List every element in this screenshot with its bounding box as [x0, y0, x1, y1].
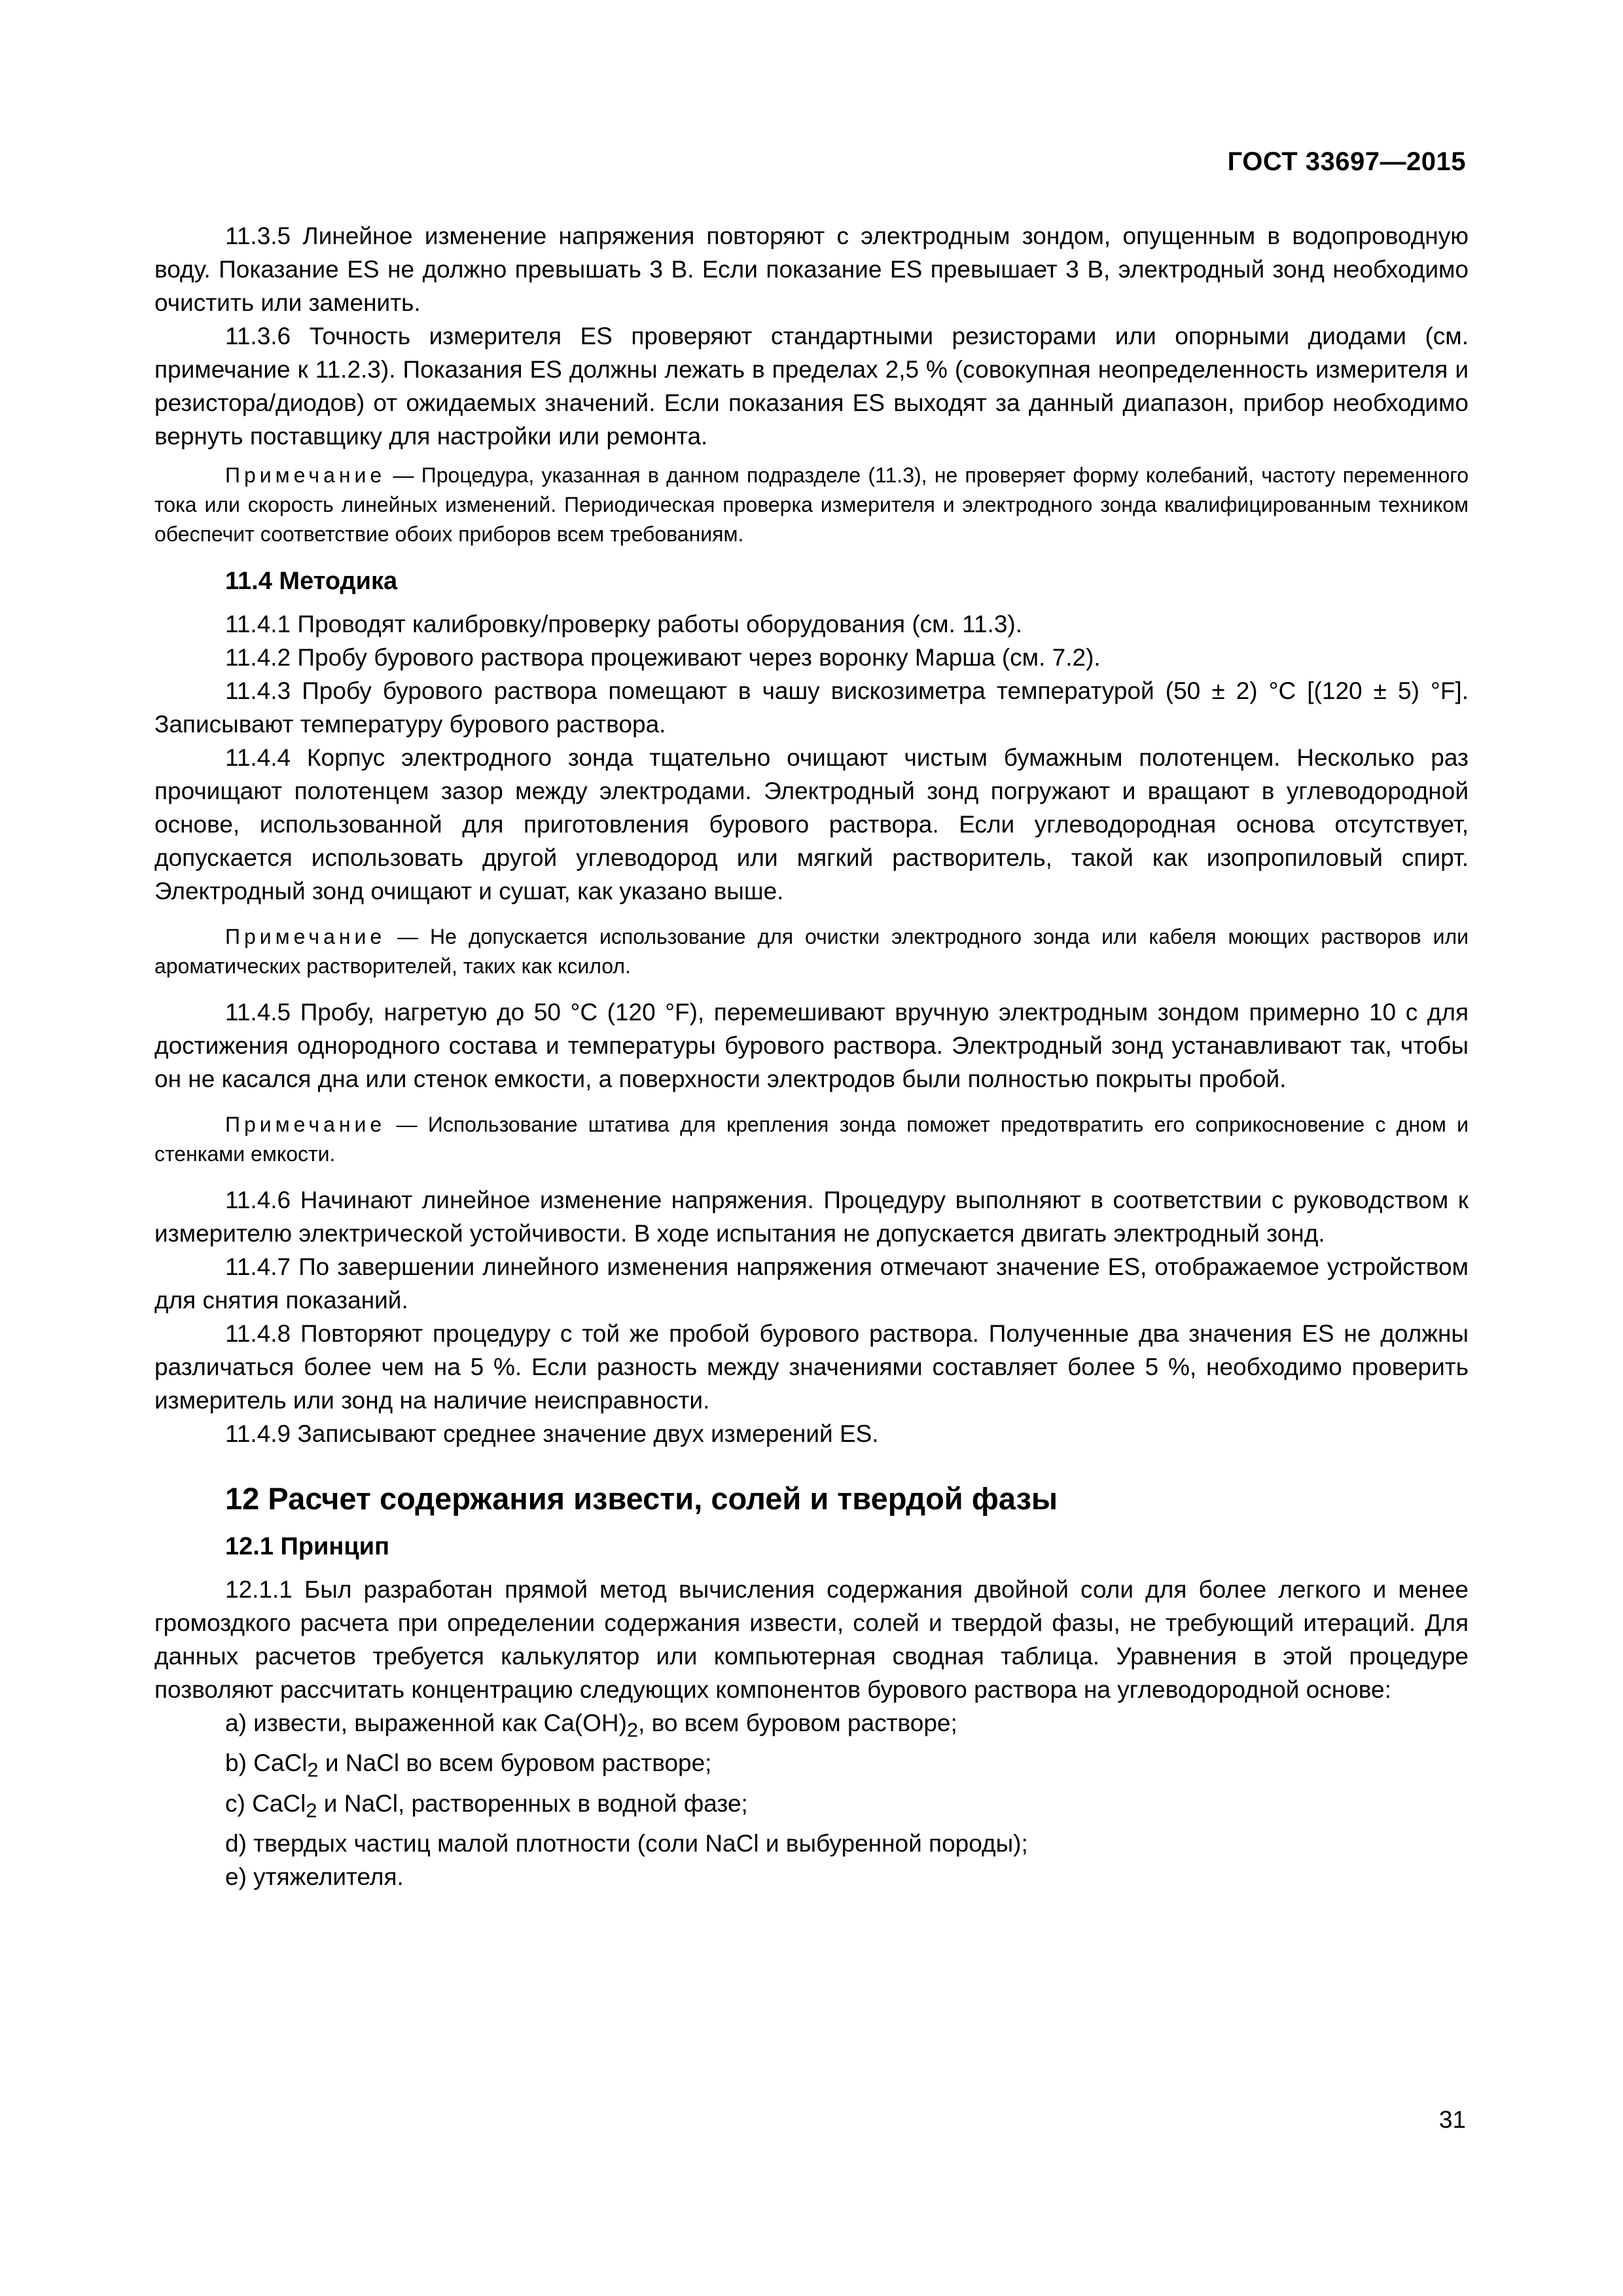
paragraph-11-4-5: 11.4.5 Пробу, нагретую до 50 °С (120 °F), перемешивают вручную электродным зондом примерно 10 с для достижения однородного состава и температуры бурового раствора. Электродный зонд устанавливают так, чтобы он не касался дна или стенок емкости, а поверхности электродов были полностью покрыты пробой.	[154, 999, 1469, 1092]
paragraph-11-4-1: 11.4.1 Проводят калибровку/проверку работы оборудования (см. 11.3).	[225, 611, 1023, 637]
note-label: Примечание	[225, 1113, 386, 1136]
list-item-a	[154, 1706, 1469, 1746]
heading-12: 12 Расчет содержания извести, солей и твердой фазы	[225, 1481, 1058, 1516]
paragraph-11-4-7: 11.4.7 По завершении линейного изменения напряжения отмечают значение ES, отображаемое устройством для снятия показаний.	[154, 1253, 1469, 1314]
page-content	[154, 219, 1469, 1893]
list-item-e: e) утяжелителя.	[225, 1863, 404, 1891]
subscript: 2	[306, 1799, 317, 1822]
document-header: ГОСТ 33697—2015	[1227, 147, 1466, 176]
list-item-a-rest: , во всем буровом растворе;	[638, 1710, 957, 1736]
paragraph-11-4-3: 11.4.3 Пробу бурового раствора помещают в чашу вискозиметра температурой (50 ± 2) °С [(120 ± 5) °F]. Записывают температуру бурового раствора.	[154, 677, 1469, 738]
note-2	[154, 922, 1469, 981]
note-text: — Процедура, указанная в данном подразделе (11.3), не проверяет форму колебаний, частоту переменного тока или скорость линейных изменений. Периодическая проверка измерителя и электродного зонда квалифицированным техником обеспечит соответствие обоих приборов всем требованиям.	[154, 463, 1469, 546]
paragraph-11-3-5: 11.3.5 Линейное изменение напряжения повторяют с электродным зондом, опущенным в водопроводную воду. Показание ES не должно превышать 3 В. Если показание ES превышает 3 В, электродный зонд необходимо очистить или заменить.	[154, 223, 1469, 316]
note-1	[154, 461, 1469, 549]
paragraph-11-4-2: 11.4.2 Пробу бурового раствора процеживают через воронку Марша (см. 7.2).	[225, 644, 1101, 671]
paragraph-11-4-4: 11.4.4 Корпус электродного зонда тщательно очищают чистым бумажным полотенцем. Несколько раз прочищают полотенцем зазор между электродами. Электродный зонд погружают и вращают в углеводородной основе, использованной для приготовления бурового раствора. Если углеводородная основа отсутствует, допускается использовать другой углеводород или мягкий растворитель, такой как изопропиловый спирт. Электродный зонд очищают и сушат, как указано выше.	[154, 744, 1469, 905]
page-number: 31	[1438, 2106, 1466, 2133]
list-item-b	[154, 1746, 1469, 1786]
paragraph-12-1-1: 12.1.1 Был разработан прямой метод вычисления содержания двойной соли для более легкого и менее громоздкого расчета при определении содержания извести, солей и твердой фазы, не требующий итераций. Для данных расчетов требуется калькулятор или компьютерная сводная таблица. Уравнения в этой процедуре позволяют рассчитать концентрацию следующих компонентов бурового раствора на углеводородной основе:	[154, 1576, 1469, 1703]
paragraph-11-3-6: 11.3.6 Точность измерителя ES проверяют стандартными резисторами или опорными диодами (см. примечание к 11.2.3). Показания ES должны лежать в пределах 2,5 % (совокупная неопределенность измерителя и резистора/диодов) от ожидаемых значений. Если показания ES выходят за данный диапазон, прибор необходимо вернуть поставщику для настройки или ремонта.	[154, 323, 1469, 450]
note-text: — Использование штатива для крепления зонда поможет предотвратить его соприкосновение с дном и стенками емкости.	[154, 1113, 1469, 1166]
paragraph-11-4-9: 11.4.9 Записывают среднее значение двух измерений ES.	[225, 1420, 879, 1447]
heading-12-1: 12.1 Принцип	[225, 1533, 390, 1560]
note-label: Примечание	[225, 463, 386, 487]
list-item-c-rest: и NaCl, растворенных в водной фазе;	[317, 1789, 748, 1817]
subscript: 2	[626, 1718, 639, 1742]
subscript: 2	[307, 1758, 319, 1782]
paragraph-11-4-8: 11.4.8 Повторяют процедуру с той же пробой бурового раствора. Полученные два значения ES не должны различаться более чем на 5 %. Если разность между значениями составляет более 5 %, необходимо проверить измеритель или зонд на наличие неисправности.	[154, 1320, 1469, 1414]
list-item-b-text: b) CaCl	[225, 1749, 308, 1777]
list-item-b-rest: и NaCl во всем буровом растворе;	[318, 1749, 712, 1777]
note-text: — Не допускается использование для очистки электродного зонда или кабеля моющих растворов или ароматических растворителей, таких как ксилол.	[154, 925, 1469, 978]
paragraph-11-4-6: 11.4.6 Начинают линейное изменение напряжения. Процедуру выполняют в соответствии с руководством к измерителю электрической устойчивости. В ходе испытания не допускается двигать электродный зонд.	[154, 1187, 1469, 1247]
note-label: Примечание	[225, 925, 386, 948]
list-item-a-text: a) извести, выраженной как Ca(OH)	[225, 1710, 627, 1736]
list-item-c-text: c) CaCl	[225, 1789, 306, 1817]
note-3	[154, 1110, 1469, 1169]
list-item-c	[154, 1787, 1469, 1827]
list-item-d: d) твердых частиц малой плотности (соли NaCl и выбуренной породы);	[225, 1830, 1028, 1857]
heading-11-4: 11.4 Методика	[225, 567, 398, 595]
